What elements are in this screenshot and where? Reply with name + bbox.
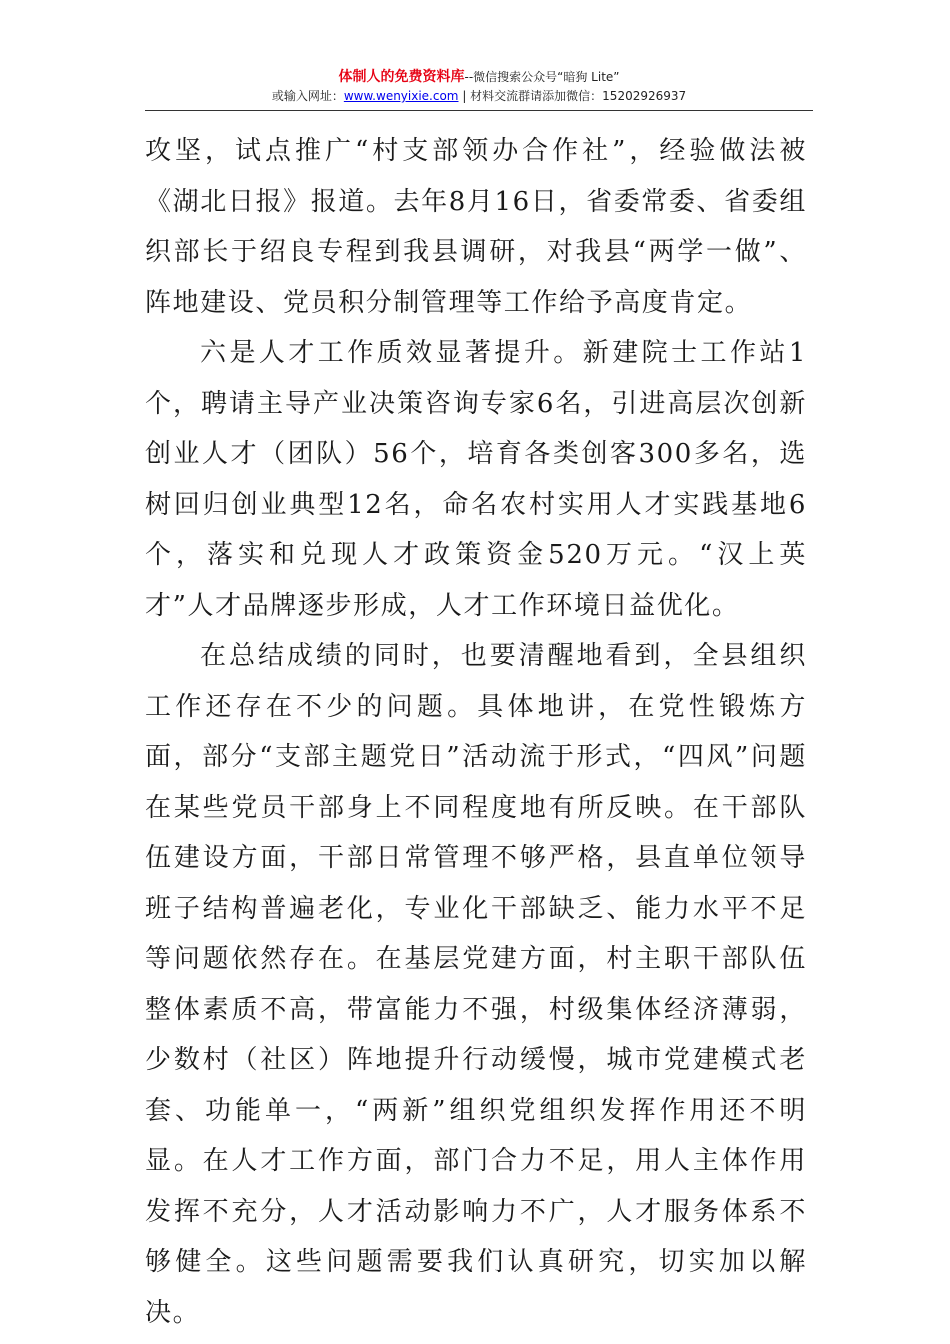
website-link[interactable]: www.wenyixie.com [343,89,459,103]
body-paragraph-problems: 在总结成绩的同时，也要清醒地看到，全县组织工作还存在不少的问题。具体地讲，在党性锻炼方面，部分“支部主题党日”活动流于形式，“四风”问题在某些党员干部身上不同程度地有所反映。在干部队伍建设方面，干部日常管理不够严格，县直单位领导班子结构普遍老化，专业化干部缺乏、能力水平不足等问题依然存在。在基层党建方面，村主职干部队伍整体素质不高，带富能力不强，村级集体经济薄弱，少数村（社区）阵地提升行动缓慢，城市党建模式老套、功能单一，“两新”组织党组织发挥作用还不明显。在人才工作方面，部门合力不足，用人主体作用发挥不充分，人才活动影响力不广，人才服务体系不够健全。这些问题需要我们认真研究，切实加以解决。 [145,641,807,1328]
header-divider [145,110,813,111]
body-paragraph-talent-work: 六是人才工作质效显著提升。新建院士工作站1个，聘请主导产业决策咨询专家6名，引进高层次创新创业人才（团队）56个，培育各类创客300多名，选树回归创业典型12名，命名农村实用人才实践基地6个，落实和兑现人才政策资金520万元。“汉上英才”人才品牌逐步形成，人才工作环境日益优化。 [145,338,807,621]
header-tagline: --微信搜索公众号“暗狗 Lite” [464,70,620,84]
url-prefix: 或输入网址： [271,89,344,103]
contact-info: | 材料交流群请添加微信：15202926937 [458,89,687,103]
document-body [145,126,807,1338]
body-paragraph-continuation: 攻坚，试点推广“村支部领办合作社”，经验做法被《湖北日报》报道。去年8月16日，省委常委、省委组织部长于绍良专程到我县调研，对我县“两学一做”、阵地建设、党员积分制管理等工作给予高度肯定。 [145,136,807,318]
header-contact-line [145,87,813,105]
header-title-line [145,68,813,87]
brand-name: 体制人的免费资料库 [338,69,465,85]
page-header [145,68,813,105]
